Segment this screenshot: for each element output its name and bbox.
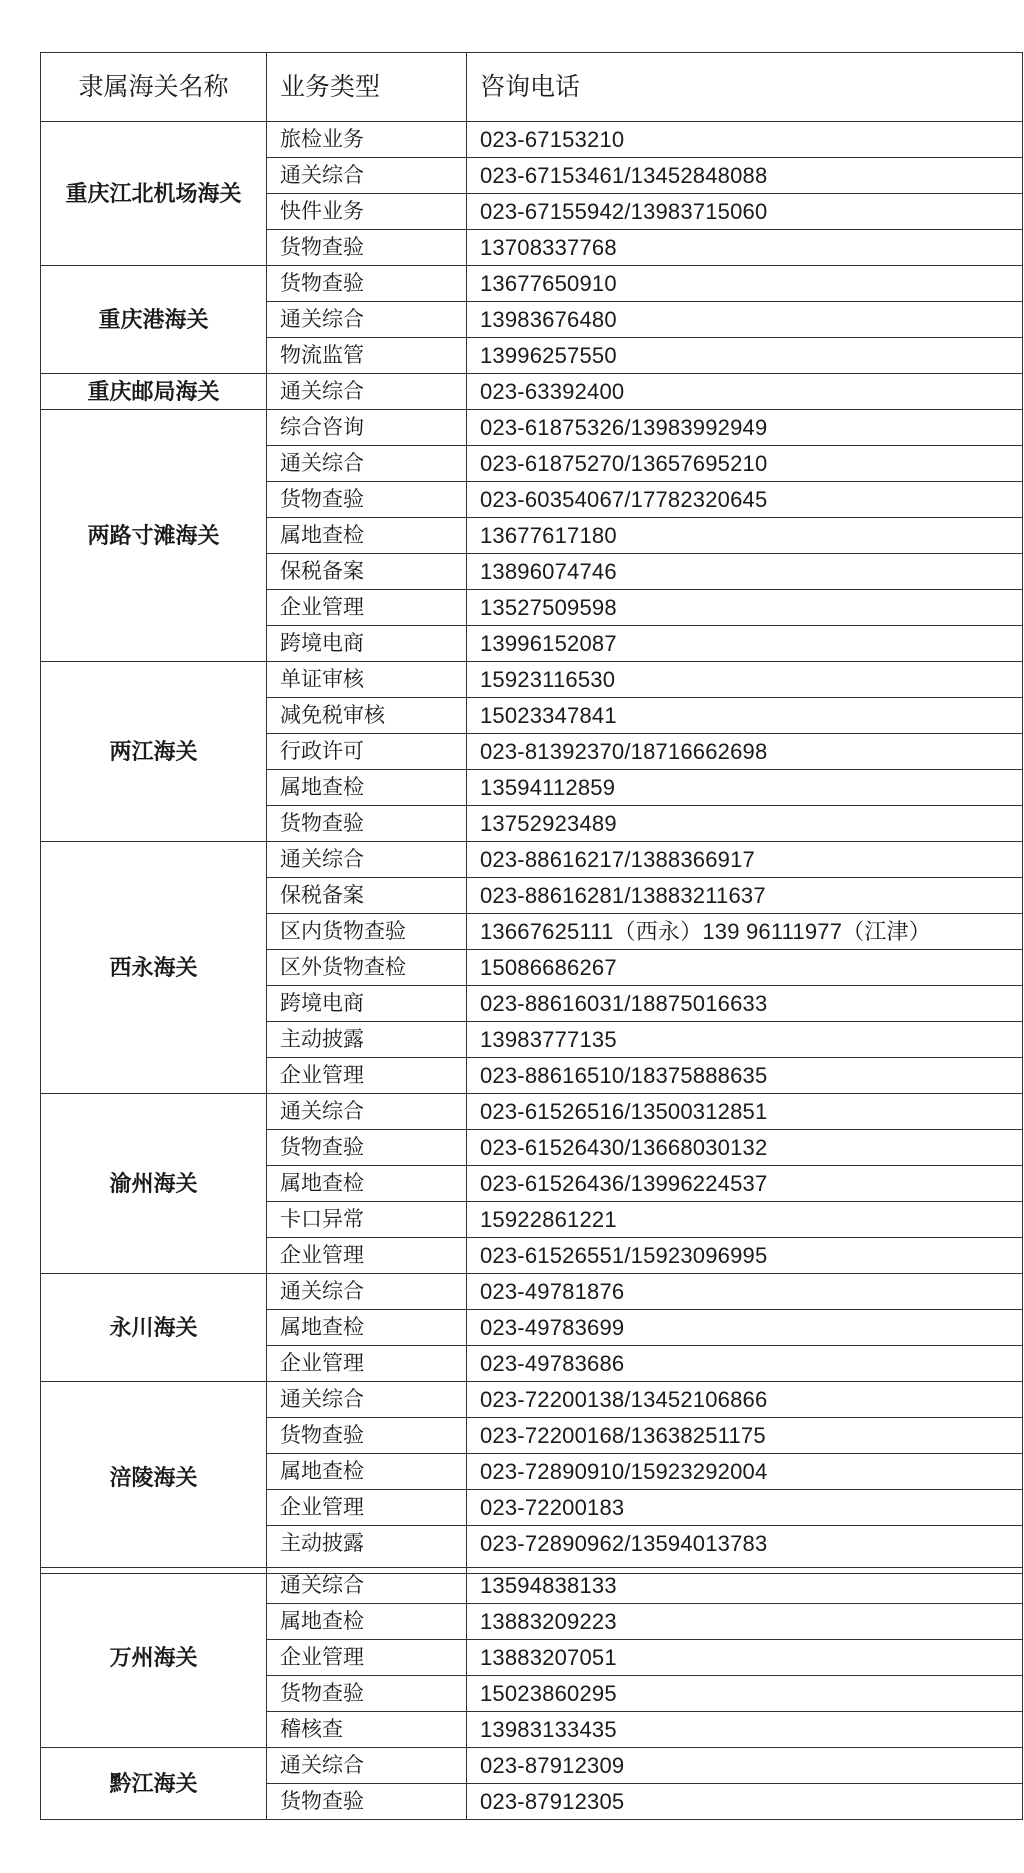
business-type: 快件业务	[267, 194, 467, 230]
business-type: 属地查检	[267, 1604, 467, 1640]
business-type: 区内货物查验	[267, 914, 467, 950]
business-type: 物流监管	[267, 338, 467, 374]
phone-number: 13527509598	[467, 590, 1023, 626]
business-type: 属地查检	[267, 1310, 467, 1346]
business-type: 货物查验	[267, 266, 467, 302]
office-name: 两路寸滩海关	[41, 410, 267, 662]
table-row	[41, 374, 1023, 410]
phone-number: 13708337768	[467, 230, 1023, 266]
phone-number: 023-67153461/13452848088	[467, 158, 1023, 194]
phone-number: 023-67155942/13983715060	[467, 194, 1023, 230]
business-type: 企业管理	[267, 1346, 467, 1382]
office-name: 万州海关	[41, 1568, 267, 1748]
phone-number: 023-49783699	[467, 1310, 1023, 1346]
business-type: 跨境电商	[267, 626, 467, 662]
office-name: 重庆江北机场海关	[41, 122, 267, 266]
business-type: 通关综合	[267, 1094, 467, 1130]
business-type: 货物查验	[267, 806, 467, 842]
phone-number: 023-49783686	[467, 1346, 1023, 1382]
business-type: 企业管理	[267, 1238, 467, 1274]
office-name: 渝州海关	[41, 1094, 267, 1274]
business-type: 旅检业务	[267, 122, 467, 158]
business-type: 保税备案	[267, 878, 467, 914]
table-row	[41, 1382, 1023, 1418]
business-type: 属地查检	[267, 770, 467, 806]
phone-number: 023-60354067/17782320645	[467, 482, 1023, 518]
phone-number: 15023347841	[467, 698, 1023, 734]
phone-number: 13883209223	[467, 1604, 1023, 1640]
business-type: 保税备案	[267, 554, 467, 590]
phone-number: 13594838133	[467, 1568, 1023, 1604]
phone-number: 13883207051	[467, 1640, 1023, 1676]
phone-number: 023-61875270/13657695210	[467, 446, 1023, 482]
phone-number: 023-72890962/13594013783	[467, 1526, 1023, 1574]
phone-number: 023-87912309	[467, 1748, 1023, 1784]
phone-number: 13677650910	[467, 266, 1023, 302]
business-type: 通关综合	[267, 1748, 467, 1784]
business-type: 通关综合	[267, 1274, 467, 1310]
business-type: 通关综合	[267, 158, 467, 194]
header-phone: 咨询电话	[467, 53, 1023, 122]
business-type: 主动披露	[267, 1526, 467, 1574]
business-type: 跨境电商	[267, 986, 467, 1022]
phone-number: 023-61526430/13668030132	[467, 1130, 1023, 1166]
header-office: 隶属海关名称	[41, 53, 267, 122]
phone-number: 023-81392370/18716662698	[467, 734, 1023, 770]
phone-number: 13996152087	[467, 626, 1023, 662]
phone-number: 023-49781876	[467, 1274, 1023, 1310]
table-row	[41, 410, 1023, 446]
business-type: 属地查检	[267, 1166, 467, 1202]
business-type: 单证审核	[267, 662, 467, 698]
table-row	[41, 266, 1023, 302]
business-type: 稽核查	[267, 1712, 467, 1748]
phone-number: 023-72890910/15923292004	[467, 1454, 1023, 1490]
header-business: 业务类型	[267, 53, 467, 122]
phone-number: 13983676480	[467, 302, 1023, 338]
office-name: 重庆邮局海关	[41, 374, 267, 410]
phone-number: 023-72200138/13452106866	[467, 1382, 1023, 1418]
phone-number: 023-72200183	[467, 1490, 1023, 1526]
business-type: 属地查检	[267, 1454, 467, 1490]
office-name: 黔江海关	[41, 1748, 267, 1820]
phone-number: 023-61526436/13996224537	[467, 1166, 1023, 1202]
phone-number: 13677617180	[467, 518, 1023, 554]
phone-number: 15922861221	[467, 1202, 1023, 1238]
table-row	[41, 1568, 1023, 1604]
business-type: 通关综合	[267, 302, 467, 338]
table-row	[41, 1094, 1023, 1130]
business-type: 综合咨询	[267, 410, 467, 446]
phone-number: 023-67153210	[467, 122, 1023, 158]
phone-number: 023-63392400	[467, 374, 1023, 410]
phone-number: 023-61526551/15923096995	[467, 1238, 1023, 1274]
phone-number: 023-88616217/1388366917	[467, 842, 1023, 878]
business-type: 货物查验	[267, 230, 467, 266]
table-row	[41, 1274, 1023, 1310]
office-name: 重庆港海关	[41, 266, 267, 374]
phone-number: 023-88616031/18875016633	[467, 986, 1023, 1022]
business-type: 主动披露	[267, 1022, 467, 1058]
business-type: 企业管理	[267, 1058, 467, 1094]
office-name: 涪陵海关	[41, 1382, 267, 1574]
phone-number: 13752923489	[467, 806, 1023, 842]
office-name: 两江海关	[41, 662, 267, 842]
phone-number: 15086686267	[467, 950, 1023, 986]
phone-number: 13983133435	[467, 1712, 1023, 1748]
business-type: 通关综合	[267, 1382, 467, 1418]
business-type: 企业管理	[267, 1640, 467, 1676]
phone-number: 13983777135	[467, 1022, 1023, 1058]
table-row	[41, 1748, 1023, 1784]
customs-contact-table-continued	[40, 1567, 1023, 1820]
business-type: 属地查检	[267, 518, 467, 554]
business-type: 货物查验	[267, 1418, 467, 1454]
business-type: 通关综合	[267, 842, 467, 878]
business-type: 卡口异常	[267, 1202, 467, 1238]
business-type: 货物查验	[267, 1130, 467, 1166]
phone-number: 15923116530	[467, 662, 1023, 698]
office-name: 西永海关	[41, 842, 267, 1094]
business-type: 通关综合	[267, 374, 467, 410]
business-type: 企业管理	[267, 1490, 467, 1526]
phone-number: 13667625111（西永）139 96111977（江津）	[467, 914, 1023, 950]
customs-contact-table	[40, 52, 1023, 1574]
office-name: 永川海关	[41, 1274, 267, 1382]
business-type: 企业管理	[267, 590, 467, 626]
table-row	[41, 122, 1023, 158]
phone-number: 023-87912305	[467, 1784, 1023, 1820]
phone-number: 023-61526516/13500312851	[467, 1094, 1023, 1130]
phone-number: 023-88616510/18375888635	[467, 1058, 1023, 1094]
business-type: 减免税审核	[267, 698, 467, 734]
business-type: 通关综合	[267, 1568, 467, 1604]
table-header-row	[41, 53, 1023, 122]
phone-number: 13996257550	[467, 338, 1023, 374]
business-type: 区外货物查检	[267, 950, 467, 986]
business-type: 货物查验	[267, 1676, 467, 1712]
phone-number: 023-61875326/13983992949	[467, 410, 1023, 446]
table-row	[41, 662, 1023, 698]
business-type: 通关综合	[267, 446, 467, 482]
table-row	[41, 842, 1023, 878]
phone-number: 13594112859	[467, 770, 1023, 806]
business-type: 货物查验	[267, 482, 467, 518]
phone-number: 15023860295	[467, 1676, 1023, 1712]
phone-number: 023-72200168/13638251175	[467, 1418, 1023, 1454]
business-type: 行政许可	[267, 734, 467, 770]
business-type: 货物查验	[267, 1784, 467, 1820]
phone-number: 13896074746	[467, 554, 1023, 590]
phone-number: 023-88616281/13883211637	[467, 878, 1023, 914]
